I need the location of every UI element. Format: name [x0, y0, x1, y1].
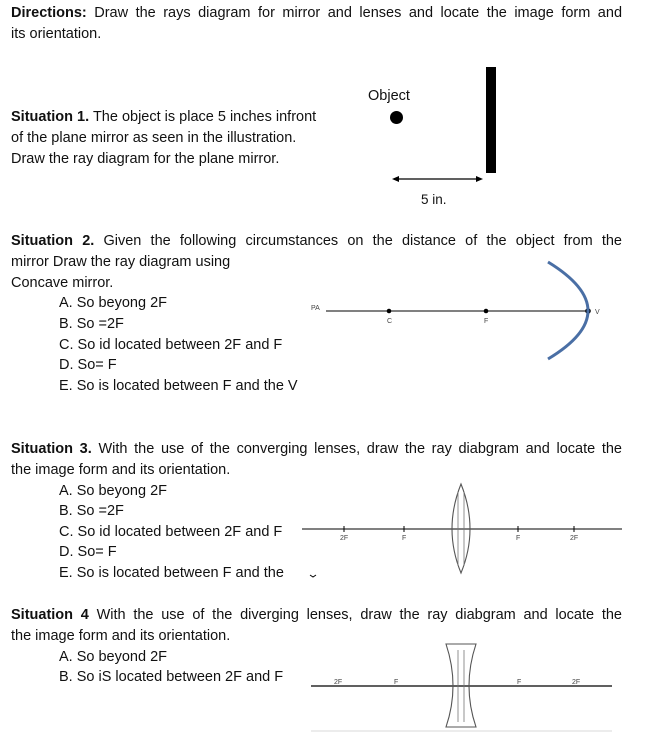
directions-label: Directions: [11, 5, 87, 21]
situation4-label: Situation 4 [11, 607, 89, 623]
distance-label: 5 in. [421, 192, 447, 207]
label-v: V [595, 309, 600, 316]
situation1-text: The object is place 5 inches infront [92, 109, 317, 125]
situation2-line-2: mirror Draw the ray diagram using [11, 254, 231, 270]
directions-text: Draw the rays diagram for mirror and lenses and locate the image form and [94, 5, 623, 21]
div-tick-f-right: F [517, 679, 522, 686]
div-tick-2f-right: 2F [572, 679, 581, 686]
situation3-label: Situation 3. [11, 441, 92, 457]
situation3-option-d: D. So= F [59, 544, 117, 560]
situation1-line-3: Draw the ray diagram for the plane mirror. [11, 151, 280, 167]
situation1-line-2: of the plane mirror as seen in the illustration. [11, 130, 297, 146]
div-tick-2f-left: 2F [334, 679, 343, 686]
situation2-option-c: C. So id located between 2F and F [59, 337, 283, 353]
situation4-option-a: A. So beyond 2F [59, 649, 168, 665]
situation2-label: Situation 2. [11, 233, 95, 249]
directions-line-2: its orientation. [11, 26, 102, 42]
situation3-option-c: C. So id located between 2F and F [59, 524, 283, 540]
situation4-option-b: B. So iS located between 2F and F [59, 669, 284, 685]
conv-tick-2f-right: 2F [570, 535, 579, 542]
label-c: C [387, 318, 393, 325]
situation2-option-b: B. So =2F [59, 316, 124, 332]
conv-tick-2f-left: 2F [340, 535, 349, 542]
conv-tick-f-right: F [516, 535, 521, 542]
situation4-text: With the use of the diverging lenses, draw the ray diabgram and locate the [96, 607, 622, 623]
situation3-option-b: B. So =2F [59, 503, 124, 519]
situation2-option-e: E. So is located between F and the V [59, 378, 298, 394]
conv-tick-f-left: F [402, 535, 407, 542]
div-tick-f-left: F [394, 679, 399, 686]
situation3-line-2: the image form and its orientation. [11, 462, 231, 478]
situation4-line-2: the image form and its orientation. [11, 628, 231, 644]
situation1-label: Situation 1. [11, 109, 90, 125]
situation2-option-a: A. So beyong 2F [59, 295, 168, 311]
situation2-line-3: Concave mirror. [11, 275, 114, 291]
situation3-text: With the use of the converging lenses, draw the ray diabgram and locate the [98, 441, 622, 457]
situation2-option-d: D. So= F [59, 357, 117, 373]
situation2-text: Given the following circumstances on the distance of the object from the [103, 233, 622, 249]
situation3-option-a: A. So beyong 2F [59, 483, 168, 499]
situation3-option-e: E. So is located between F and the [59, 565, 284, 581]
axis-label-pa: PA [311, 305, 320, 312]
label-f: F [484, 318, 489, 325]
object-label: Object [368, 88, 410, 104]
